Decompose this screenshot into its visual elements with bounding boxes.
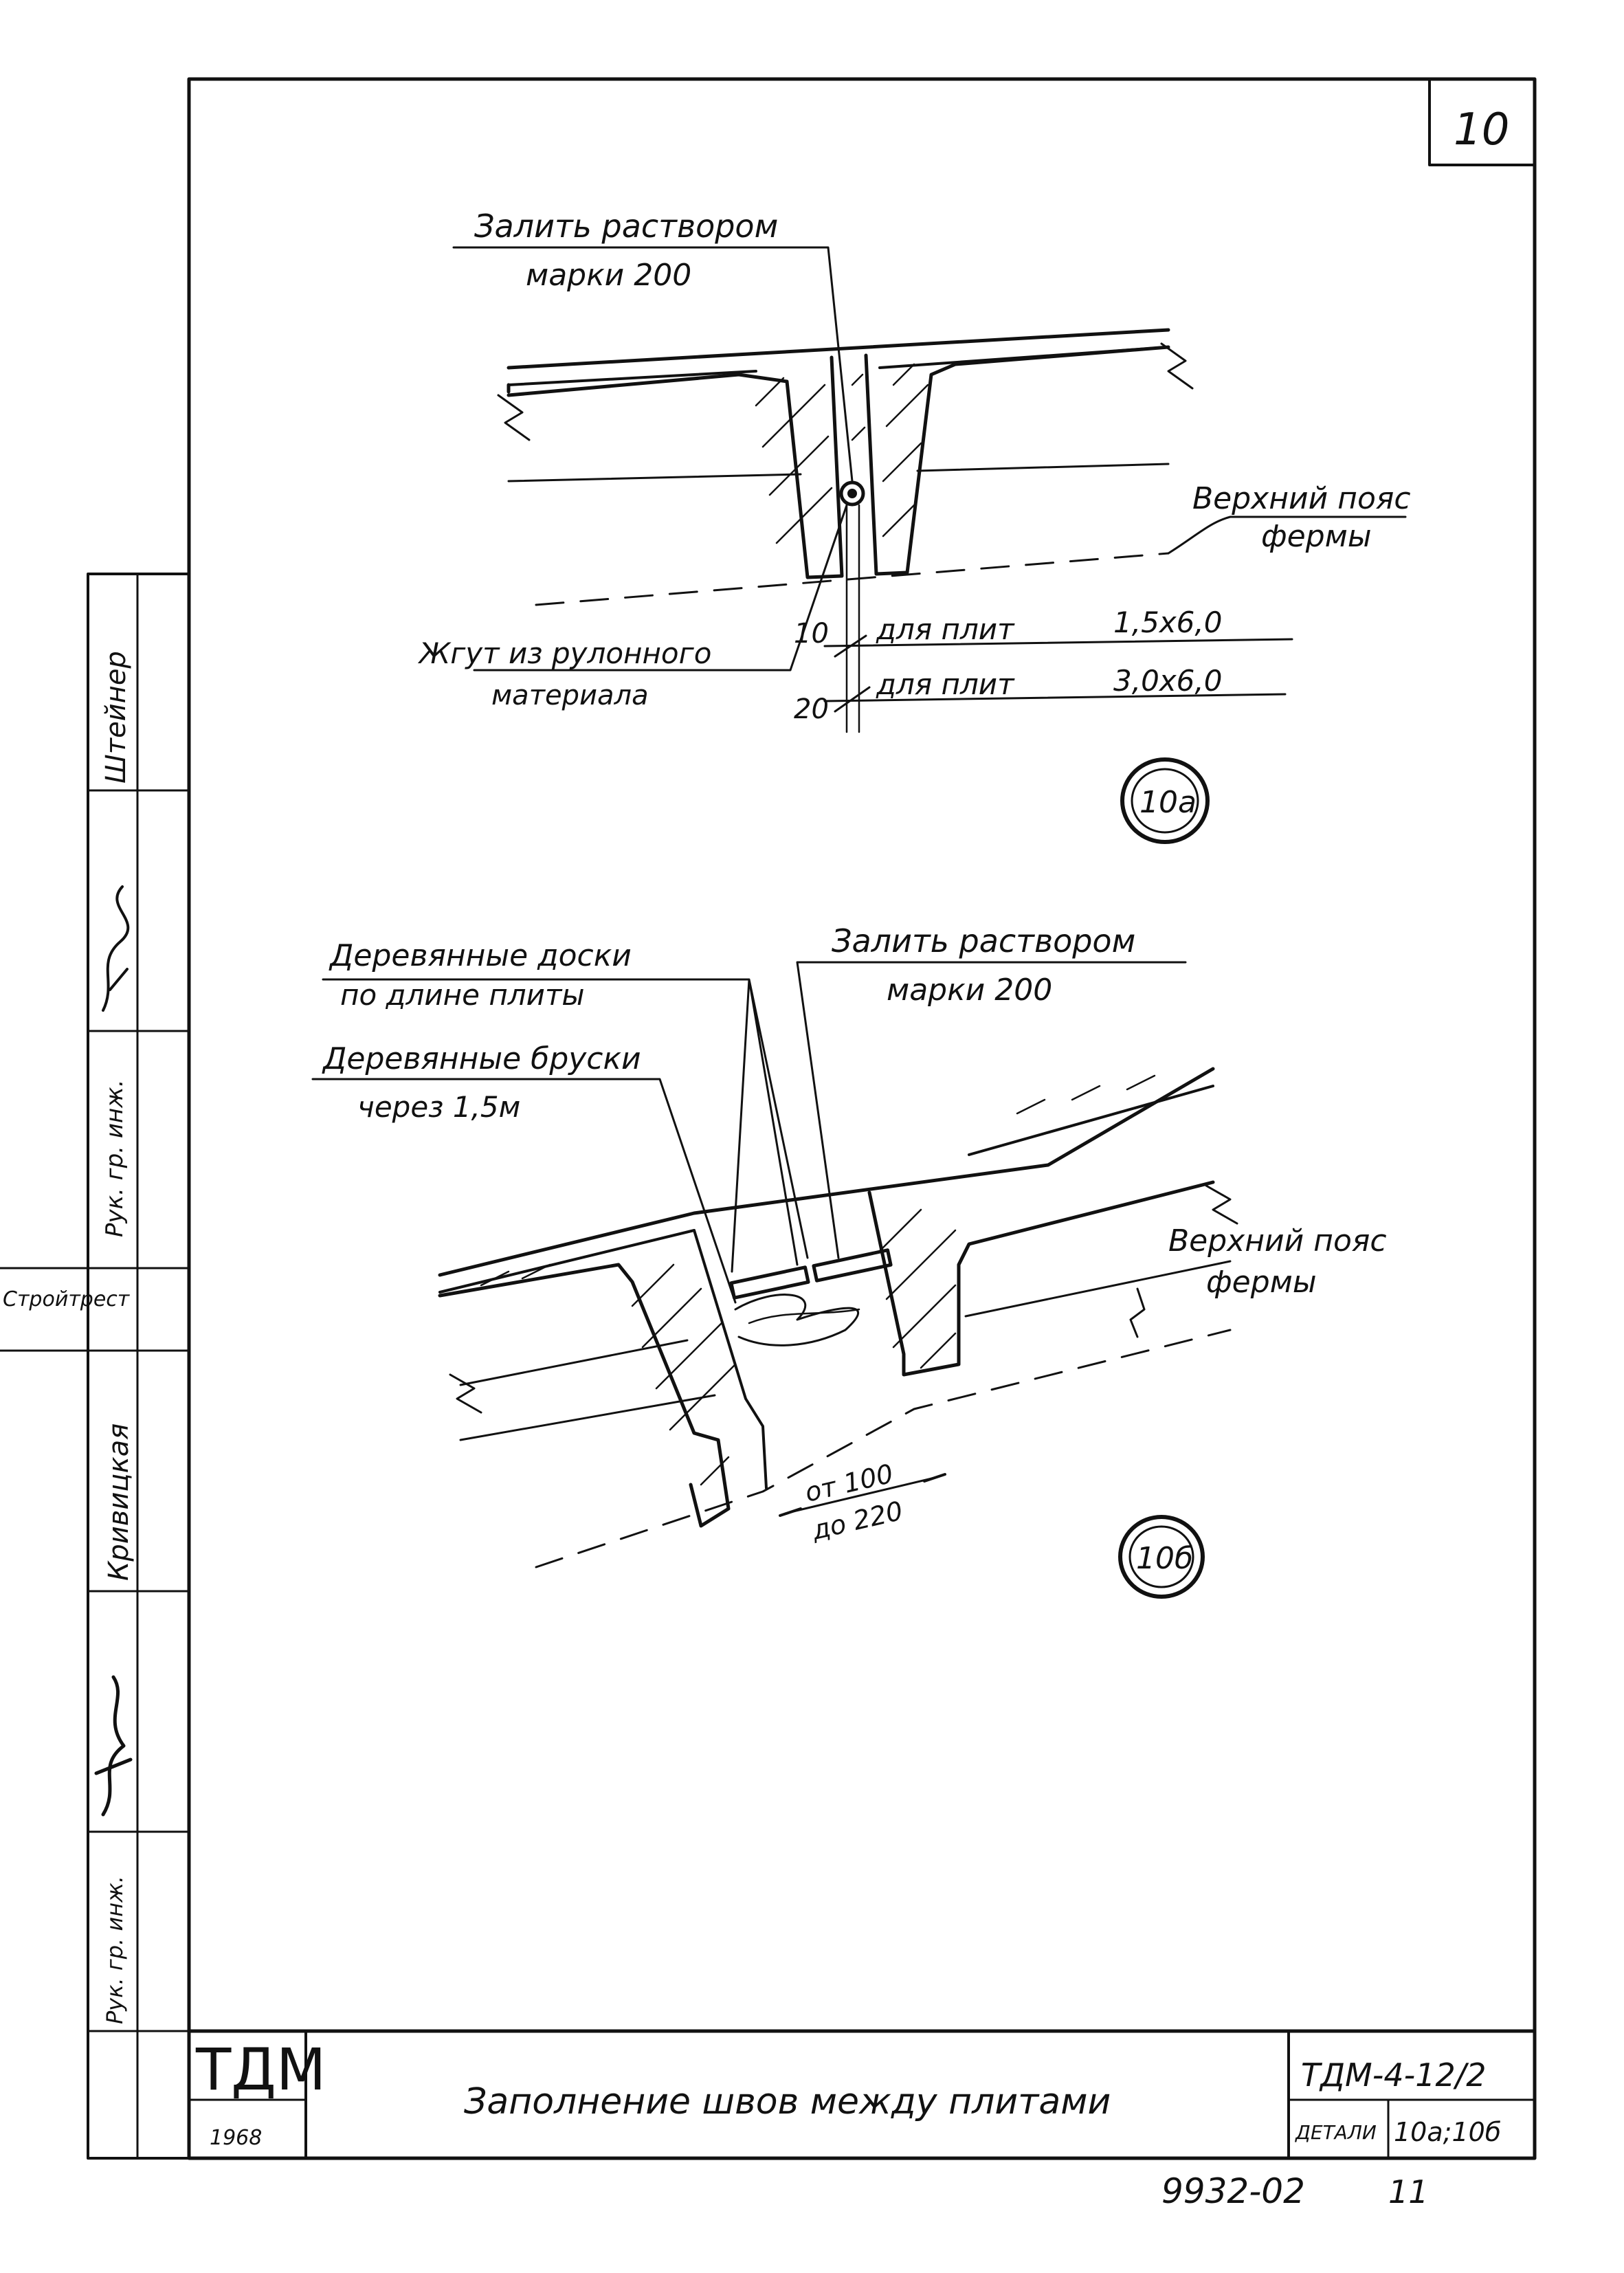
section-label: ДЕТАЛИ bbox=[1295, 2121, 1377, 2144]
signature-2 bbox=[96, 1677, 131, 1815]
detail-10a bbox=[417, 208, 1411, 842]
detail-marker-10b bbox=[1120, 1517, 1203, 1597]
detail-marker-10a bbox=[1122, 759, 1208, 842]
label-chord-10a-line2: фермы bbox=[1261, 519, 1372, 554]
dim1-value-10a: 10 bbox=[794, 618, 829, 650]
org-logo: ТДМ bbox=[196, 2036, 326, 2103]
label-mortar-10b-line2: марки 200 bbox=[887, 973, 1053, 1008]
stamp-role-1: Рук. гр. инж. bbox=[101, 1079, 129, 1237]
dim-to-10b: до 220 bbox=[809, 1495, 906, 1546]
dim2-size-10a: 3,0х6,0 bbox=[1113, 664, 1223, 698]
footer-page: 11 bbox=[1388, 2173, 1429, 2210]
dim1-text-10a: для плит bbox=[876, 612, 1014, 646]
sheet-number: 10 bbox=[1454, 104, 1510, 155]
truss-chord-10b bbox=[536, 1330, 1230, 1567]
drawing-title: Заполнение швов между плитами bbox=[464, 2081, 1111, 2122]
detail-10b bbox=[313, 922, 1387, 1597]
label-chord-10b-line2: фермы bbox=[1206, 1265, 1317, 1300]
dim2-value-10a: 20 bbox=[794, 694, 829, 725]
label-tow-10a-line1: Жгут из рулонного bbox=[419, 636, 712, 670]
signature-1 bbox=[103, 887, 128, 1010]
stamp-name-2: Кривицкая bbox=[103, 1423, 135, 1581]
stamp-org: Стройтрест bbox=[3, 1287, 130, 1311]
stamp-name-1: Штейнер bbox=[100, 651, 132, 784]
doc-code: ТДМ-4-12/2 bbox=[1301, 2056, 1487, 2094]
dim1-size-10a: 1,5х6,0 bbox=[1113, 606, 1223, 639]
label-chord-10a-line1: Верхний пояс bbox=[1192, 481, 1411, 516]
title-block bbox=[189, 2031, 1535, 2158]
stamp-role-3: Рук. гр. инж. bbox=[102, 1875, 128, 2024]
label-tow-10a-line2: материала bbox=[491, 680, 649, 711]
svg-text:10a: 10a bbox=[1139, 785, 1197, 820]
label-boards-10b-line2: по длине плиты bbox=[340, 978, 585, 1012]
side-stamp bbox=[0, 574, 189, 2158]
label-mortar-10a-line1: Залить раствором bbox=[474, 208, 779, 245]
footer-code: 9932-02 bbox=[1161, 2171, 1305, 2211]
label-chord-10b-line1: Верхний пояс bbox=[1168, 1223, 1387, 1259]
slab-right-10b bbox=[869, 1182, 1213, 1375]
timber-bars-10b bbox=[731, 1250, 891, 1346]
label-bars-10b-line2: через 1,5м bbox=[357, 1090, 521, 1124]
slab-right-10a bbox=[866, 347, 1168, 574]
dim-from-10b: от 100 bbox=[802, 1458, 896, 1508]
truss-chord-10a bbox=[536, 553, 1168, 605]
dim2-text-10a: для плит bbox=[876, 667, 1014, 701]
label-mortar-10b-line1: Залить раствором bbox=[832, 922, 1136, 960]
detail-refs: 10а;10б bbox=[1394, 2117, 1502, 2147]
label-boards-10b-line1: Деревянные доски bbox=[330, 938, 632, 973]
label-mortar-10a-line2: марки 200 bbox=[526, 258, 692, 293]
label-bars-10b-line1: Деревянные бруски bbox=[323, 1041, 641, 1076]
svg-text:10б: 10б bbox=[1136, 1541, 1194, 1576]
slab-left-10a bbox=[509, 357, 842, 577]
year: 1968 bbox=[210, 2126, 263, 2150]
